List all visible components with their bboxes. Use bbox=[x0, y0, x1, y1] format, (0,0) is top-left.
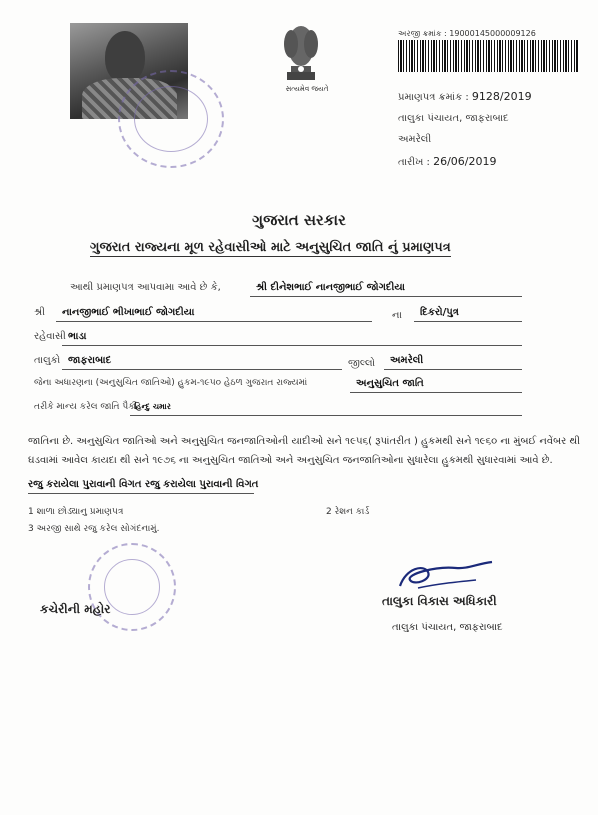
residence-value: ભાડા bbox=[68, 331, 87, 342]
certificate-number-row bbox=[398, 90, 532, 103]
caste-value: હિન્દુ ચમાર bbox=[134, 402, 171, 411]
category-underline bbox=[350, 392, 522, 393]
shri-label: શ્રી bbox=[34, 307, 46, 318]
caste-label: તરીકે માન્ય કરેલ જાતિ પૈકી bbox=[34, 402, 138, 412]
taluka-value: જાફરાબાદ bbox=[68, 355, 112, 366]
document-item-2: 2 રેશન કાર્ડ bbox=[326, 507, 370, 517]
certificate-subtitle: ગુજરાત રાજ્યના મૂળ રહેવાસીઓ માટે અનુસુચિત જાતિ નું પ્રમાણપત્ર bbox=[90, 240, 451, 255]
relation-value: દિકરો/પુત્ર bbox=[420, 307, 459, 318]
photo-head-shape bbox=[105, 31, 145, 83]
office-seal-label: કચેરીની મહોર bbox=[40, 602, 111, 616]
caste-underline bbox=[130, 415, 522, 416]
district-value: અમરેલી bbox=[390, 355, 424, 366]
emblem-caption: સત્યમેવ જયતે bbox=[285, 85, 329, 93]
residence-underline bbox=[62, 345, 522, 346]
certificate-number: 9128/2019 bbox=[471, 90, 532, 103]
residence-label: રહેવાસી bbox=[34, 331, 66, 342]
issue-date: 26/06/2019 bbox=[433, 155, 497, 168]
officer-office: તાલુકા પંચાયત, જાફરાબાદ bbox=[392, 622, 503, 633]
office-seal-stamp bbox=[88, 543, 176, 631]
officer-signature bbox=[396, 558, 496, 594]
father-underline bbox=[56, 321, 372, 322]
name-underline bbox=[250, 296, 522, 297]
document-item-1: 1 શાળા છોડ્યાનુ પ્રમાણપત્ર bbox=[28, 507, 124, 517]
district-underline bbox=[384, 369, 522, 370]
application-number: અરજી ક્રમાંક : 19000145000009126 bbox=[398, 29, 536, 38]
officer-title: તાલુકા વિકાસ અધિકારી bbox=[382, 594, 497, 608]
intro-text: આથી પ્રમાણપત્ર આપવામા આવે છે કે, bbox=[70, 282, 221, 293]
taluka-label: તાલુકો bbox=[34, 355, 61, 366]
relation-underline bbox=[414, 321, 522, 322]
father-name: નાનજીભાઈ ભીખાભાઈ જોગદીયા bbox=[62, 307, 195, 318]
taluka-underline bbox=[62, 369, 342, 370]
photo-seal-stamp bbox=[118, 70, 224, 168]
district-label: જીલ્લો bbox=[348, 358, 376, 369]
page-title: ગુજરાત સરકાર bbox=[252, 211, 346, 229]
proof-title: રજુ કરાયેલા પુરાવાની વિગત રજુ કરાયેલા પુરાવાની વિગત bbox=[28, 479, 259, 490]
date-row bbox=[398, 155, 496, 168]
certificate-number-label: પ્રમાણપત્ર ક્રમાંક : bbox=[398, 92, 469, 103]
na-label: ના bbox=[392, 310, 402, 321]
applicant-name: શ્રી દીનેશભાઈ નાનજીભાઈ જોગદીયા bbox=[256, 282, 405, 293]
national-emblem-icon bbox=[277, 22, 325, 84]
category-value: અનુસુચિત જાતિ bbox=[356, 378, 424, 389]
date-label: તારીખ : bbox=[398, 157, 430, 168]
proof-underline bbox=[28, 493, 254, 494]
issuing-district: અમરેલી bbox=[398, 134, 432, 145]
order-text: જેના અધારણના (અનુસુચિત જાતિઓ) હુકમ-૧૯૫૦ હેઠળ ગુજરાત રાજ્યમાં bbox=[34, 378, 308, 388]
barcode bbox=[398, 40, 578, 72]
legal-paragraph: જાતિના છે. અનુસુચિત જાતિઓ અને અનુસુચિત જનજાતિઓની યાદીઓ સને ૧૯૫૬( રૂપાંતરીત ) હુકમથી સને ૧૯૬૦ ના મુંબઈ નવેંબર થી ઘડવામાં આવેલ કાયદા થી સને ૧૯૭૬ ના અનુસુચિત જાતિઓ અને અનુસુચિત જનજાતિઓના સુધારેલા હુકમથી સુધારવામાં આવે છે. bbox=[28, 436, 580, 466]
document-item-3: 3 અરજી સાથે રજુ કરેલ સોગંદનામું. bbox=[28, 524, 160, 534]
issuing-office: તાલુકા પંચાયત, જાફરાબાદ bbox=[398, 113, 509, 124]
